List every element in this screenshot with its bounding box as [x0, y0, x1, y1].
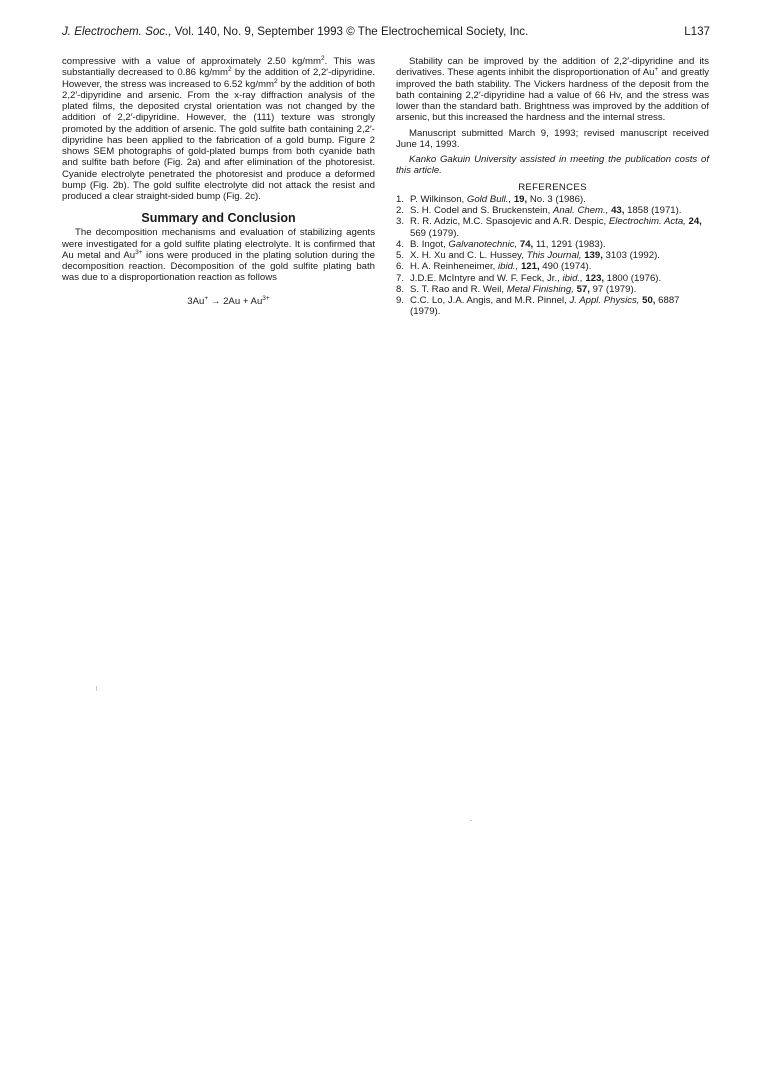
scan-speck	[470, 820, 472, 821]
reference-authors: C.C. Lo, J.A. Angis, and M.R. Pinnel,	[410, 295, 570, 306]
reference-number: 2.	[396, 205, 405, 216]
journal-name: J. Electrochem. Soc.,	[62, 25, 172, 38]
references-list	[396, 194, 709, 318]
reference-source: This Journal,	[526, 250, 582, 261]
reference-authors: H. A. Reinheneimer,	[410, 261, 498, 273]
left-column	[62, 56, 375, 307]
reference-pages-year: 3103 (1992).	[602, 250, 660, 261]
reference-pages-year: 97 (1979).	[589, 283, 637, 295]
reference-item	[396, 261, 709, 272]
reference-authors: S. T. Rao and R. Weil,	[410, 283, 507, 295]
journal-citation	[62, 24, 528, 40]
reference-number: 6.	[396, 261, 405, 273]
reference-number: 9.	[396, 295, 405, 306]
reference-number: 5.	[396, 250, 405, 261]
reference-volume: 57,	[576, 283, 590, 295]
reference-item	[396, 194, 709, 205]
reference-item	[396, 273, 709, 284]
reference-volume: 19,	[513, 193, 528, 205]
volume-issue-date: Vol. 140, No. 9, September 1993 © The Electrochemical Society, Inc.	[174, 25, 529, 38]
reference-source: ibid.,	[562, 272, 583, 284]
reference-pages-year: 1800 (1976).	[604, 272, 662, 284]
reference-pages-year: 1858 (1971).	[624, 205, 682, 216]
reference-authors: B. Ingot,	[410, 238, 449, 250]
reference-source: J. Appl. Physics,	[569, 295, 640, 306]
scan-speck	[96, 686, 97, 691]
reference-pages-year: 11, 1291 (1983).	[533, 238, 606, 250]
stability-paragraph: Stability can be improved by the addition of 2,2′-dipyridine and its derivatives. These agents inhibit the disproportionation of Au+ and greatly improved the bath stability. The Vickers hardness of the deposit from the bath containing 2,2′-dipyridine had a value of 66 Hv, and the stress was lower than the standard bath. Brightness was improved by the addition of arsenic, but this increased the hardness and the internal stress.	[396, 56, 709, 124]
running-header	[62, 24, 710, 40]
reference-source: Metal Finishing,	[506, 283, 574, 295]
reference-source: Galvanotechnic,	[448, 238, 518, 250]
reference-item	[396, 295, 709, 318]
reference-volume: 139,	[584, 250, 603, 261]
reference-authors: J.D.E. McIntyre and W. F. Feck, Jr.,	[410, 272, 563, 284]
references-heading: REFERENCES	[518, 181, 587, 193]
reference-authors: R. R. Adzic, M.C. Spasojevic and A.R. Despic,	[410, 216, 609, 228]
reference-number: 8.	[396, 283, 405, 295]
reference-item	[396, 250, 709, 261]
acknowledgment: Kanko Gakuin University assisted in meeting the publication costs of this article.	[396, 154, 709, 177]
reference-authors: P. Wilkinson,	[410, 193, 467, 205]
page-number: L137	[684, 25, 710, 38]
reference-authors: S. H. Codel and S. Bruckenstein,	[410, 205, 553, 216]
reference-authors: X. H. Xu and C. L. Hussey,	[410, 250, 527, 261]
reference-volume: 43,	[611, 205, 625, 216]
reference-source: Electrochim. Acta,	[608, 216, 686, 228]
reference-source: Gold Bull.,	[466, 193, 512, 205]
reference-item	[396, 216, 709, 239]
reference-number: 3.	[396, 216, 405, 228]
conclusion-paragraph: The decomposition mechanisms and evaluation of stabilizing agents were investigated for a gold sulfite plating electrolyte. It is confirmed that Au metal and $Au^{3+}$ ions were produced in the plating solution during the decomposition reaction. Decomposition of the gold sulfite plating bath was due to a disproportionation reaction as follows	[62, 227, 375, 284]
reference-pages-year: No. 3 (1986).	[527, 193, 586, 205]
section-title: Summary and Conclusion	[141, 211, 296, 226]
results-paragraph: compressive with a value of approximately 2.50 $kg/mm^2$. This was substantially decreased to 0.86 $kg/mm^2$ by the addition of 2,2′-dipyridine. However, the stress was increased to 6.52 $kg/mm^2$ by the addition of both 2,2′-dipyridine and arsenic. From the x-ray diffraction analysis of the plated films, the deposited crystal orientation was not changed by the addition of 2,2′-dipyridine. However, the (111) texture was strongly promoted by the addition of arsenic. The gold sulfite bath containing 2,2′-dipyridine has been applied to the fabrication of a gold bump. Figure 2 shows SEM photographs of gold-plated bumps from both cyanide bath and sulfite bath before (Fig. 2a) and after elimination of the photoresist. Cyanide electrolyte penetrated the photoresist and produce a deformed bump (Fig. 2b). The gold sulfite electrolyte did not attack the resist and produced a clear straight-sided bump (Fig. 2c).	[62, 55, 376, 202]
reference-number: 4.	[396, 238, 405, 250]
disproportionation-equation: $3Au^+ \to 2Au + Au^{3+}$	[187, 294, 270, 307]
reference-pages-year: 490 (1974).	[539, 261, 592, 273]
reference-pages-year: 6887 (1979).	[410, 295, 680, 318]
reference-volume: 121,	[520, 261, 540, 273]
reference-volume: 24,	[688, 216, 702, 228]
reference-number: 7.	[396, 272, 405, 284]
reference-volume: 74,	[519, 238, 534, 250]
reference-item	[396, 284, 709, 295]
reference-item	[396, 205, 709, 216]
reference-pages-year: 569 (1979).	[410, 227, 460, 239]
right-column	[396, 56, 709, 318]
reference-source: ibid.,	[498, 261, 519, 273]
reference-source: Anal. Chem.,	[552, 205, 609, 216]
reference-item	[396, 239, 709, 250]
reference-volume: 50,	[642, 295, 656, 306]
reference-number: 1.	[396, 193, 405, 205]
manuscript-dates: Manuscript submitted March 9, 1993; revised manuscript received June 14, 1993.	[396, 127, 709, 150]
reference-volume: 123,	[585, 272, 605, 284]
